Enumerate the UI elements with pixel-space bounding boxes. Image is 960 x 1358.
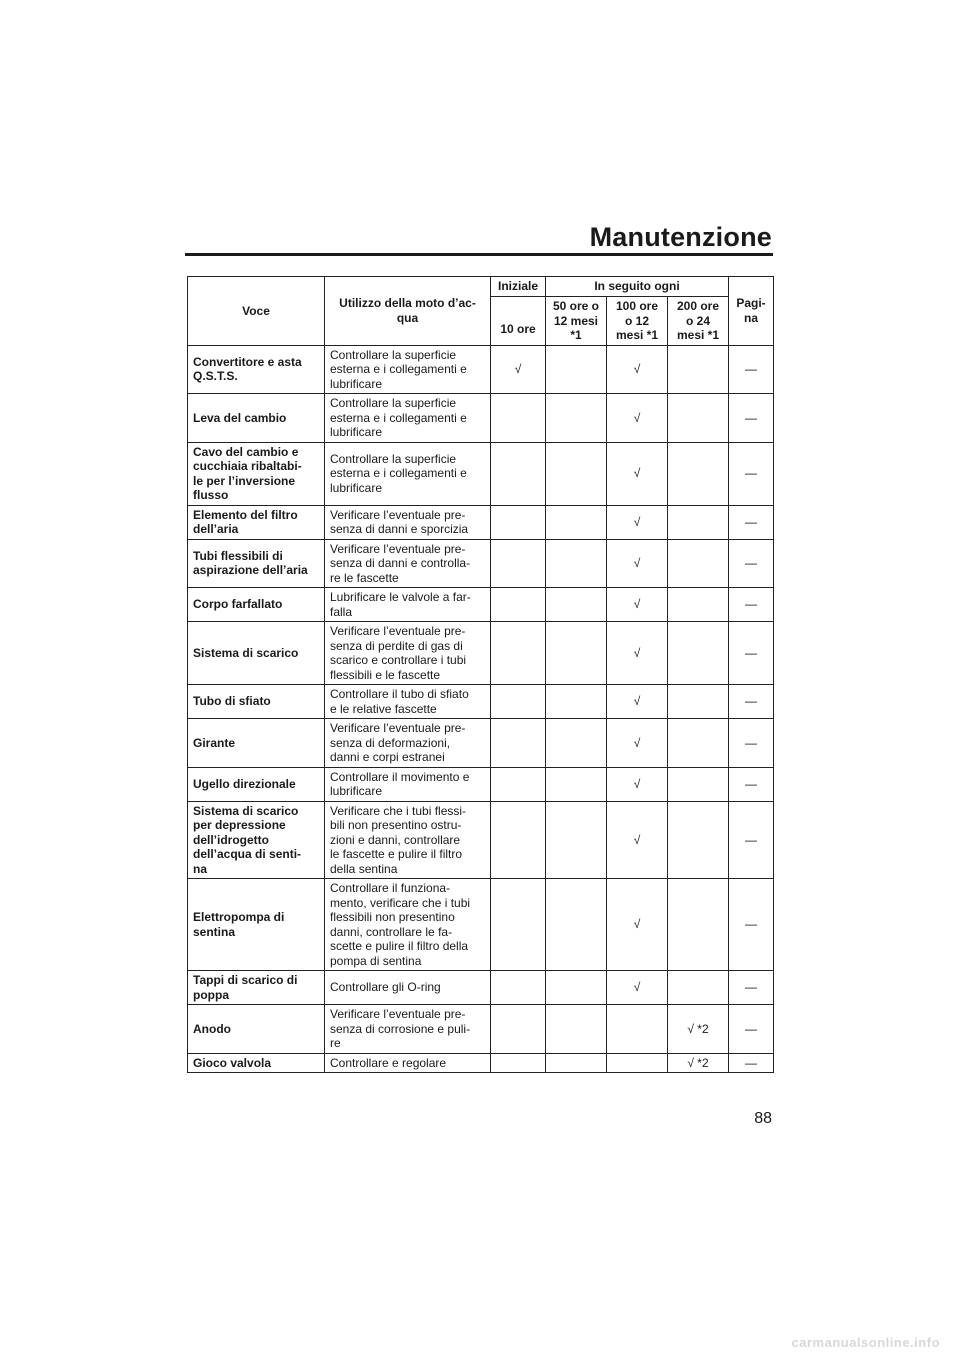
check-10-ore: [491, 394, 546, 443]
table-row: [188, 1053, 774, 1073]
check-10-ore: [491, 588, 546, 622]
page-ref-cell: —: [729, 767, 774, 801]
use-cell: Controllare il tubo di sfiato e le relative fascette: [325, 685, 491, 719]
check-50-ore: [546, 971, 607, 1005]
page-ref-cell: —: [729, 801, 774, 879]
check-100-ore: √: [607, 801, 668, 879]
check-200-ore: [668, 801, 729, 879]
use-cell: Verificare l’eventuale pre- senza di deformazioni, danni e corpi estranei: [325, 719, 491, 768]
use-cell: Verificare che i tubi flessi- bili non presentino ostru- zioni e danni, controllare le fascette e pulire il filtro della sentina: [325, 801, 491, 879]
check-200-ore: [668, 505, 729, 539]
use-cell: Verificare l’eventuale pre- senza di danni e controlla- re le fascette: [325, 539, 491, 588]
page-number: 88: [754, 1110, 772, 1127]
table-row: [188, 442, 774, 505]
page-ref-cell: —: [729, 539, 774, 588]
check-50-ore: [546, 801, 607, 879]
title-rule: [185, 253, 773, 256]
check-10-ore: [491, 622, 546, 685]
check-200-ore: [668, 719, 729, 768]
item-cell: Tappi di scarico di poppa: [188, 971, 325, 1005]
check-10-ore: √: [491, 345, 546, 394]
header-200-ore: 200 ore o 24 mesi *1: [668, 297, 729, 346]
item-cell: Ugello direzionale: [188, 767, 325, 801]
table-row: [188, 971, 774, 1005]
check-100-ore: √: [607, 767, 668, 801]
table-row: [188, 345, 774, 394]
table-row: [188, 1005, 774, 1054]
item-cell: Convertitore e asta Q.S.T.S.: [188, 345, 325, 394]
use-cell: Controllare la superficie esterna e i collegamenti e lubrificare: [325, 442, 491, 505]
check-100-ore: √: [607, 879, 668, 971]
check-10-ore: [491, 879, 546, 971]
check-50-ore: [546, 685, 607, 719]
use-cell: Controllare il funziona- mento, verificare che i tubi flessibili non presentino danni, controllare le fa- scette e pulire il filtro della pompa di sentina: [325, 879, 491, 971]
check-50-ore: [546, 539, 607, 588]
item-cell: Gioco valvola: [188, 1053, 325, 1073]
table-row: [188, 622, 774, 685]
item-cell: Girante: [188, 719, 325, 768]
use-cell: Controllare il movimento e lubrificare: [325, 767, 491, 801]
table-row: [188, 685, 774, 719]
table-row: [188, 879, 774, 971]
item-cell: Elettropompa di sentina: [188, 879, 325, 971]
check-100-ore: √: [607, 719, 668, 768]
check-10-ore: [491, 539, 546, 588]
header-10-ore: 10 ore: [491, 297, 546, 346]
use-cell: Lubrificare le valvole a far- falla: [325, 588, 491, 622]
item-cell: Cavo del cambio e cucchiaia ribaltabi- le per l’inversione flusso: [188, 442, 325, 505]
header-page: Pagi- na: [729, 277, 774, 346]
check-200-ore: √ *2: [668, 1053, 729, 1073]
check-200-ore: [668, 588, 729, 622]
check-100-ore: √: [607, 971, 668, 1005]
check-200-ore: [668, 442, 729, 505]
check-50-ore: [546, 345, 607, 394]
item-cell: Sistema di scarico per depressione dell’idrogetto dell’acqua di senti- na: [188, 801, 325, 879]
use-cell: Verificare l’eventuale pre- senza di danni e sporcizia: [325, 505, 491, 539]
check-100-ore: √: [607, 622, 668, 685]
check-10-ore: [491, 767, 546, 801]
check-50-ore: [546, 767, 607, 801]
header-initial: Iniziale: [491, 277, 546, 297]
item-cell: Leva del cambio: [188, 394, 325, 443]
item-cell: Tubi flessibili di aspirazione dell’aria: [188, 539, 325, 588]
check-200-ore: [668, 394, 729, 443]
use-cell: Controllare e regolare: [325, 1053, 491, 1073]
check-100-ore: [607, 1005, 668, 1054]
table-row: [188, 767, 774, 801]
header-item: Voce: [188, 277, 325, 346]
check-10-ore: [491, 1005, 546, 1054]
check-50-ore: [546, 442, 607, 505]
item-cell: Elemento del filtro dell’aria: [188, 505, 325, 539]
check-200-ore: [668, 879, 729, 971]
item-cell: Tubo di sfiato: [188, 685, 325, 719]
page-ref-cell: —: [729, 685, 774, 719]
check-10-ore: [491, 442, 546, 505]
use-cell: Verificare l’eventuale pre- senza di perdite di gas di scarico e controllare i tubi flessibili e le fascette: [325, 622, 491, 685]
header-50-ore: 50 ore o 12 mesi *1: [546, 297, 607, 346]
header-100-ore: 100 ore o 12 mesi *1: [607, 297, 668, 346]
table-row: [188, 588, 774, 622]
use-cell: Controllare la superficie esterna e i collegamenti e lubrificare: [325, 345, 491, 394]
check-200-ore: [668, 767, 729, 801]
item-cell: Anodo: [188, 1005, 325, 1054]
check-50-ore: [546, 1005, 607, 1054]
table-row: [188, 719, 774, 768]
check-200-ore: [668, 622, 729, 685]
check-100-ore: [607, 1053, 668, 1073]
check-50-ore: [546, 1053, 607, 1073]
check-50-ore: [546, 719, 607, 768]
page-ref-cell: —: [729, 622, 774, 685]
check-100-ore: √: [607, 345, 668, 394]
check-200-ore: [668, 345, 729, 394]
use-cell: Controllare la superficie esterna e i collegamenti e lubrificare: [325, 394, 491, 443]
header-use: Utilizzo della moto d’ac- qua: [325, 277, 491, 346]
check-10-ore: [491, 971, 546, 1005]
use-cell: Controllare gli O-ring: [325, 971, 491, 1005]
table-row: [188, 394, 774, 443]
check-10-ore: [491, 719, 546, 768]
check-10-ore: [491, 505, 546, 539]
check-50-ore: [546, 505, 607, 539]
footer-watermark: carmanualsonline.info: [791, 1335, 940, 1350]
table-row: [188, 801, 774, 879]
page-ref-cell: —: [729, 1053, 774, 1073]
table-body: [188, 345, 774, 1073]
check-200-ore: [668, 971, 729, 1005]
table-row: [188, 505, 774, 539]
maintenance-table: [187, 276, 774, 1073]
header-row-top: [188, 277, 774, 297]
page-ref-cell: —: [729, 394, 774, 443]
check-50-ore: [546, 622, 607, 685]
check-10-ore: [491, 685, 546, 719]
page-ref-cell: —: [729, 879, 774, 971]
page-ref-cell: —: [729, 442, 774, 505]
check-100-ore: √: [607, 685, 668, 719]
check-200-ore: [668, 685, 729, 719]
page-ref-cell: —: [729, 588, 774, 622]
check-10-ore: [491, 1053, 546, 1073]
page-ref-cell: —: [729, 971, 774, 1005]
check-100-ore: √: [607, 505, 668, 539]
page-ref-cell: —: [729, 1005, 774, 1054]
page-ref-cell: —: [729, 345, 774, 394]
header-every: In seguito ogni: [546, 277, 729, 297]
check-100-ore: √: [607, 588, 668, 622]
check-100-ore: √: [607, 394, 668, 443]
page-ref-cell: —: [729, 719, 774, 768]
check-100-ore: √: [607, 442, 668, 505]
check-50-ore: [546, 588, 607, 622]
check-200-ore: √ *2: [668, 1005, 729, 1054]
check-200-ore: [668, 539, 729, 588]
item-cell: Sistema di scarico: [188, 622, 325, 685]
use-cell: Verificare l’eventuale pre- senza di corrosione e puli- re: [325, 1005, 491, 1054]
check-10-ore: [491, 801, 546, 879]
item-cell: Corpo farfallato: [188, 588, 325, 622]
check-100-ore: √: [607, 539, 668, 588]
check-50-ore: [546, 879, 607, 971]
page-title: Manutenzione: [589, 222, 772, 252]
page-ref-cell: —: [729, 505, 774, 539]
table-row: [188, 539, 774, 588]
check-50-ore: [546, 394, 607, 443]
